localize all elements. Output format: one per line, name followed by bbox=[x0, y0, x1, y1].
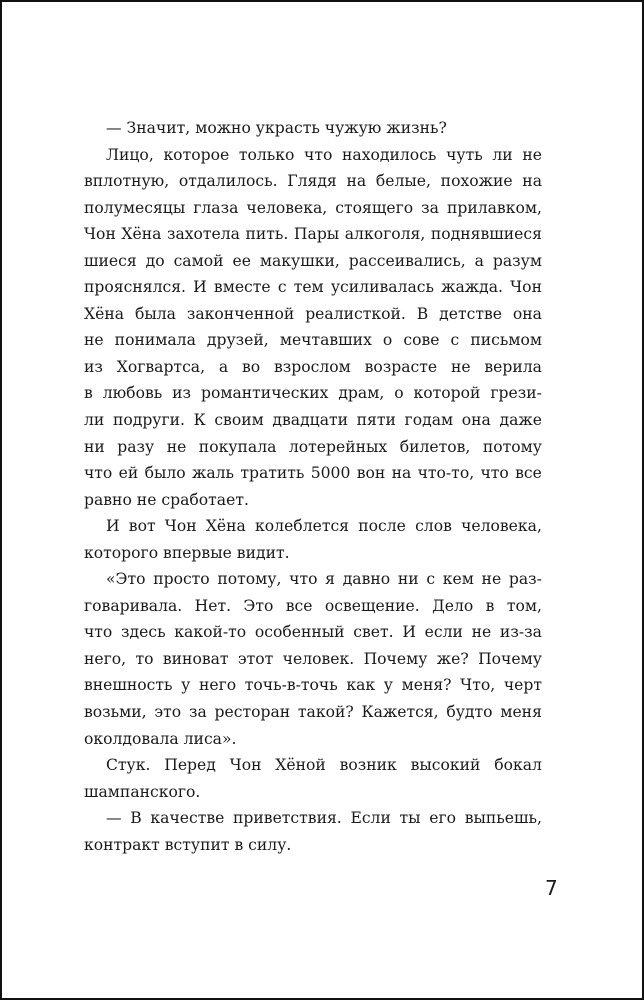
text-line: внешность у него точь-в-точь как у меня? Что, черт bbox=[84, 676, 542, 695]
text-line: из Хогвартса, а во взрослом возрасте не верила bbox=[84, 357, 542, 376]
text-line: — В качестве приветствия. Если ты его выпьешь, bbox=[106, 809, 542, 828]
text-line: шиеся до самой ее макушки, рассеивались, а разум bbox=[84, 251, 542, 270]
text-line: «Это просто потому, что я давно ни с кем не раз- bbox=[106, 570, 542, 589]
page-number: 7 bbox=[545, 876, 558, 900]
text-line: шампанского. bbox=[84, 782, 201, 801]
body-text bbox=[84, 115, 542, 858]
text-line: полумесяцы глаза человека, стоящего за прилавком, bbox=[84, 198, 542, 217]
text-line: равно не сработает. bbox=[84, 490, 249, 509]
text-line: околдовала лиса». bbox=[84, 729, 237, 748]
text-line: говаривала. Нет. Это все освещение. Дело в том, bbox=[84, 596, 542, 615]
text-line: ли подруги. К своим двадцати пяти годам она даже bbox=[84, 411, 542, 430]
text-line: ни разу не покупала лотерейных билетов, потому bbox=[84, 437, 542, 456]
text-line: что ей было жаль тратить 5000 вон на что-то, что все bbox=[84, 464, 542, 483]
text-line: что здесь какой-то особенный свет. И если не из-за bbox=[84, 623, 542, 642]
text-line: — Значит, можно украсть чужую жизнь? bbox=[106, 119, 447, 137]
text-line: прояснялся. И вместе с тем усиливалась жажда. Чон bbox=[84, 278, 542, 297]
text-line: в любовь из романтических драм, о которой грези- bbox=[84, 384, 542, 403]
text-line: не понимала друзей, мечтавших о сове с письмом bbox=[84, 331, 542, 350]
text-line: Хёна была законченной реалисткой. В детстве она bbox=[84, 304, 542, 323]
text-line: Стук. Перед Чон Хёной возник высокий бокал bbox=[106, 756, 542, 775]
text-line: него, то виноват этот человек. Почему же? Почему bbox=[84, 649, 542, 668]
text-line: Чон Хёна захотела пить. Пары алкоголя, поднявшиеся bbox=[84, 225, 542, 244]
text-line: возьми, это за ресторан такой? Кажется, будто меня bbox=[84, 703, 542, 722]
text-line: контракт вступит в силу. bbox=[84, 835, 292, 854]
text-line: вплотную, отдалилось. Глядя на белые, похожие на bbox=[84, 172, 542, 191]
text-line: И вот Чон Хёна колеблется после слов человека, bbox=[106, 517, 542, 536]
text-line: которого впервые видит. bbox=[84, 543, 290, 562]
text-line: Лицо, которое только что находилось чуть ли не bbox=[106, 145, 542, 164]
